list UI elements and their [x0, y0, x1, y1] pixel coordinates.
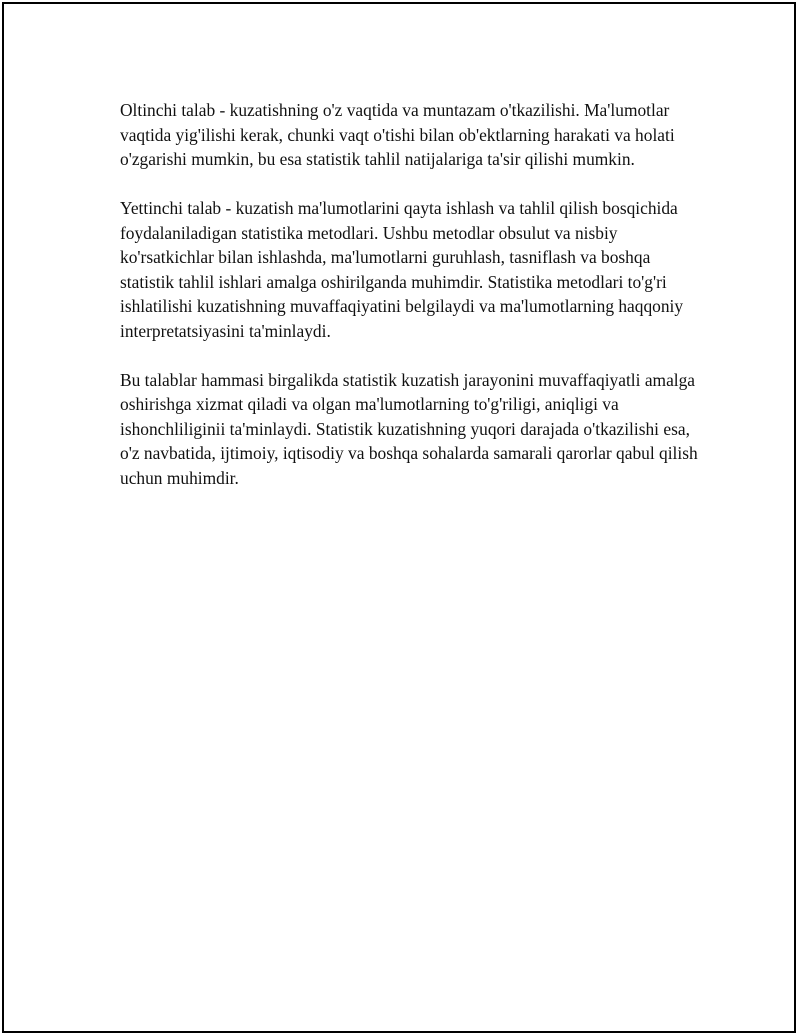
page-frame — [2, 2, 796, 1033]
paragraph-seventh-requirement: Yettinchi talab - kuzatish ma'lumotlarini qayta ishlash va tahlil qilish bosqichida foydalaniladigan statistika metodlari. Ushbu metodlar obsulut va nisbiy ko'rsatkichlar bilan ishlashda, ma'lumotlarni guruhlash, tasniflash va boshqa statistik tahlil ishlari amalga oshirilganda muhimdir. Statistika metodlari to'g'ri ishlatilishi kuzatishning muvaffaqiyatini belgilaydi va ma'lumotlarning haqqoniy interpretatsiyasini ta'minlaydi. — [120, 198, 684, 341]
paragraph-sixth-requirement: Oltinchi talab - kuzatishning o'z vaqtida va muntazam o'tkazilishi. Ma'lumotlar vaqtida yig'ilishi kerak, chunki vaqt o'tishi bilan ob'ektlarning harakati va holati o'zgarishi mumkin, bu esa statistik tahlil natijalariga ta'sir qilishi mumkin. — [120, 100, 675, 169]
document-body — [120, 98, 700, 515]
paragraph-conclusion: Bu talablar hammasi birgalikda statistik kuzatish jarayonini muvaffaqiyatli amalga oshirishga xizmat qiladi va olgan ma'lumotlarning to'g'riligi, aniqligi va ishonchliliginii ta'minlaydi. Statistik kuzatishning yuqori darajada o'tkazilishi esa, o'z navbatida, ijtimoiy, iqtisodiy va boshqa sohalarda samarali qarorlar qabul qilish uchun muhimdir. — [120, 369, 698, 488]
